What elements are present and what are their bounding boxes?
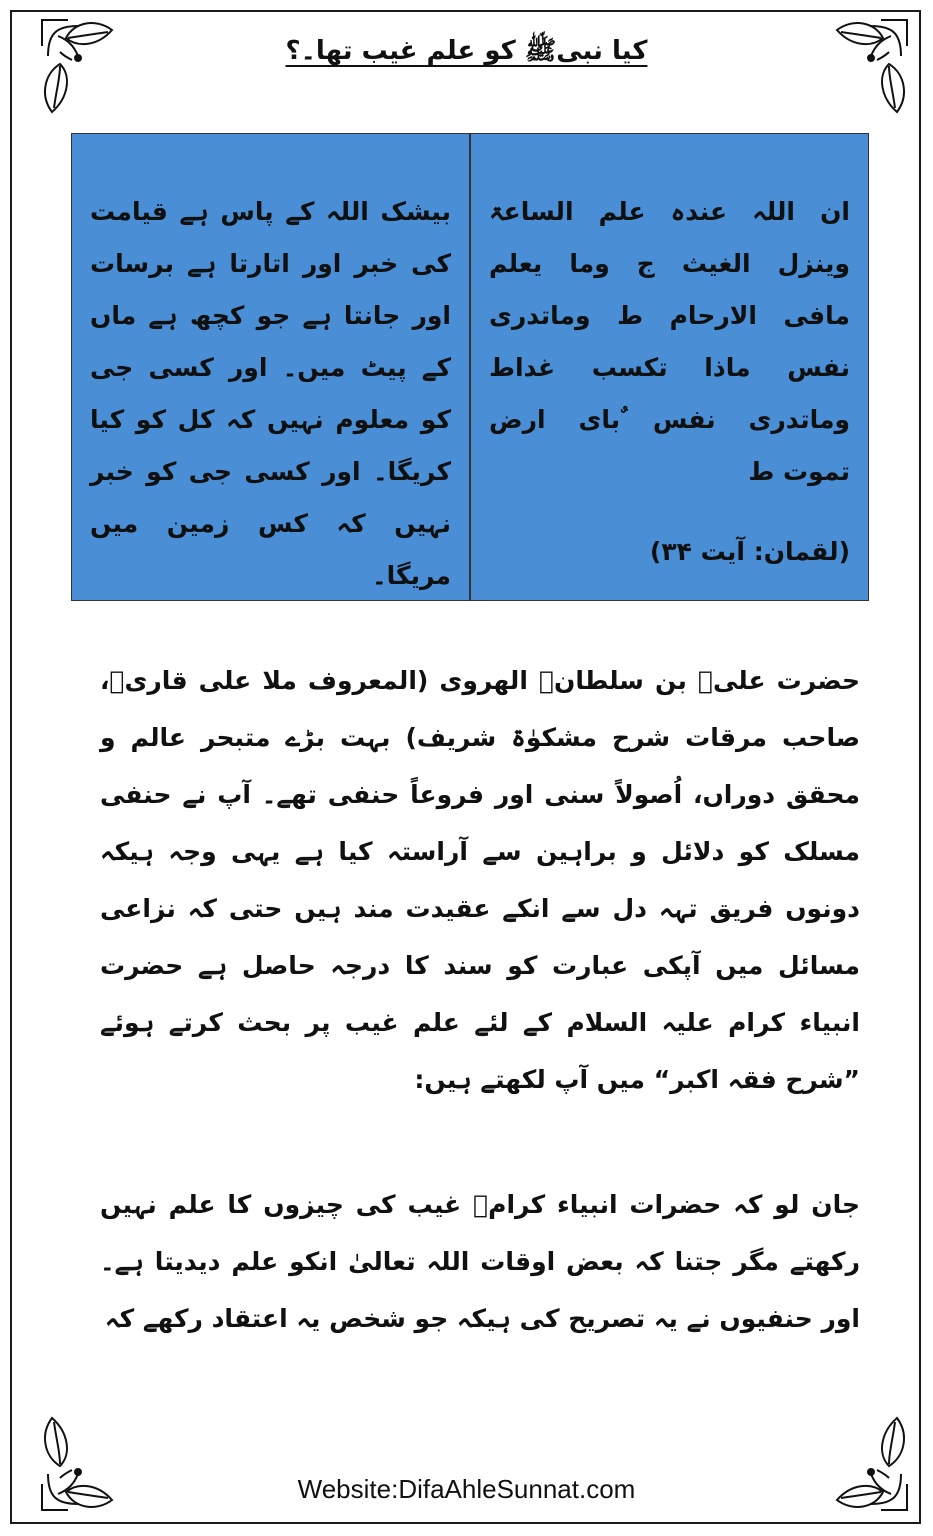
paragraph-biography: حضرت علیؒ بن سلطانؒ الھروی (المعروف ملا علی قاریؒ، صاحب مرقات شرح مشکوٰۃ شریف) بہت بڑے متبحر عالم و محقق دوراں، اُصولاً سنی اور فروعاً حنفی تھے۔ آپ نے حنفی مسلک کو دلائل و براہین سے آراستہ کیا ہے یہی وجہ ہیکہ دونوں فریق تہہ دل سے انکے عقیدت مند ہیں حتی کہ نزاعی مسائل میں آپکی عبارت کو سند کا درجہ حاصل ہے حضرت انبیاء کرام علیہ السلام کے لئے علم غیب پر بحث کرتے ہوئے ”شرح فقہ اکبر“ میں آپ لکھتے ہیں:	[100, 666, 860, 1094]
arabic-verse-text: ان اللہ عندہ علم الساعۃ وینزل الغیث ج وما یعلم مافی الارحام ط وماتدری نفس ماذا تکسب غداط وماتدری نفس ٌبای ارض تموت ط	[489, 197, 850, 486]
corner-ornament-icon	[833, 16, 911, 116]
verse-table	[71, 133, 869, 601]
paragraph-quote: جان لو کہ حضرات انبیاء کرامؑ غیب کی چیزوں کا علم نہیں رکھتے مگر جتنا کہ بعض اوقات اللہ تعالیٰ انکو علم دیدیتا ہے۔ اور حنفیوں نے یہ تصریح کی ہیکہ جو شخص یہ اعتقاد رکھے کہ	[100, 1190, 860, 1333]
corner-ornament-icon	[38, 16, 116, 116]
website-footer: Website:DifaAhleSunnat.com	[297, 1474, 636, 1504]
arabic-verse-cell	[471, 134, 868, 600]
urdu-translation-cell	[72, 134, 471, 600]
urdu-translation-text: بیشک اللہ کے پاس ہے قیامت کی خبر اور اتارتا ہے برسات اور جانتا ہے جو کچھ ہے ماں کے پیٹ میں۔ اور کسی جی کو معلوم نہیں کہ کل کو کیا کریگا۔ اور کسی جی کو خبر نہیں کہ کس زمین میں مریگا۔	[90, 197, 451, 590]
verse-reference: (لقمان: آیت ۳۴)	[649, 537, 850, 566]
page-title: کیا نبیﷺ کو علم غیب تھا۔؟	[285, 36, 648, 66]
